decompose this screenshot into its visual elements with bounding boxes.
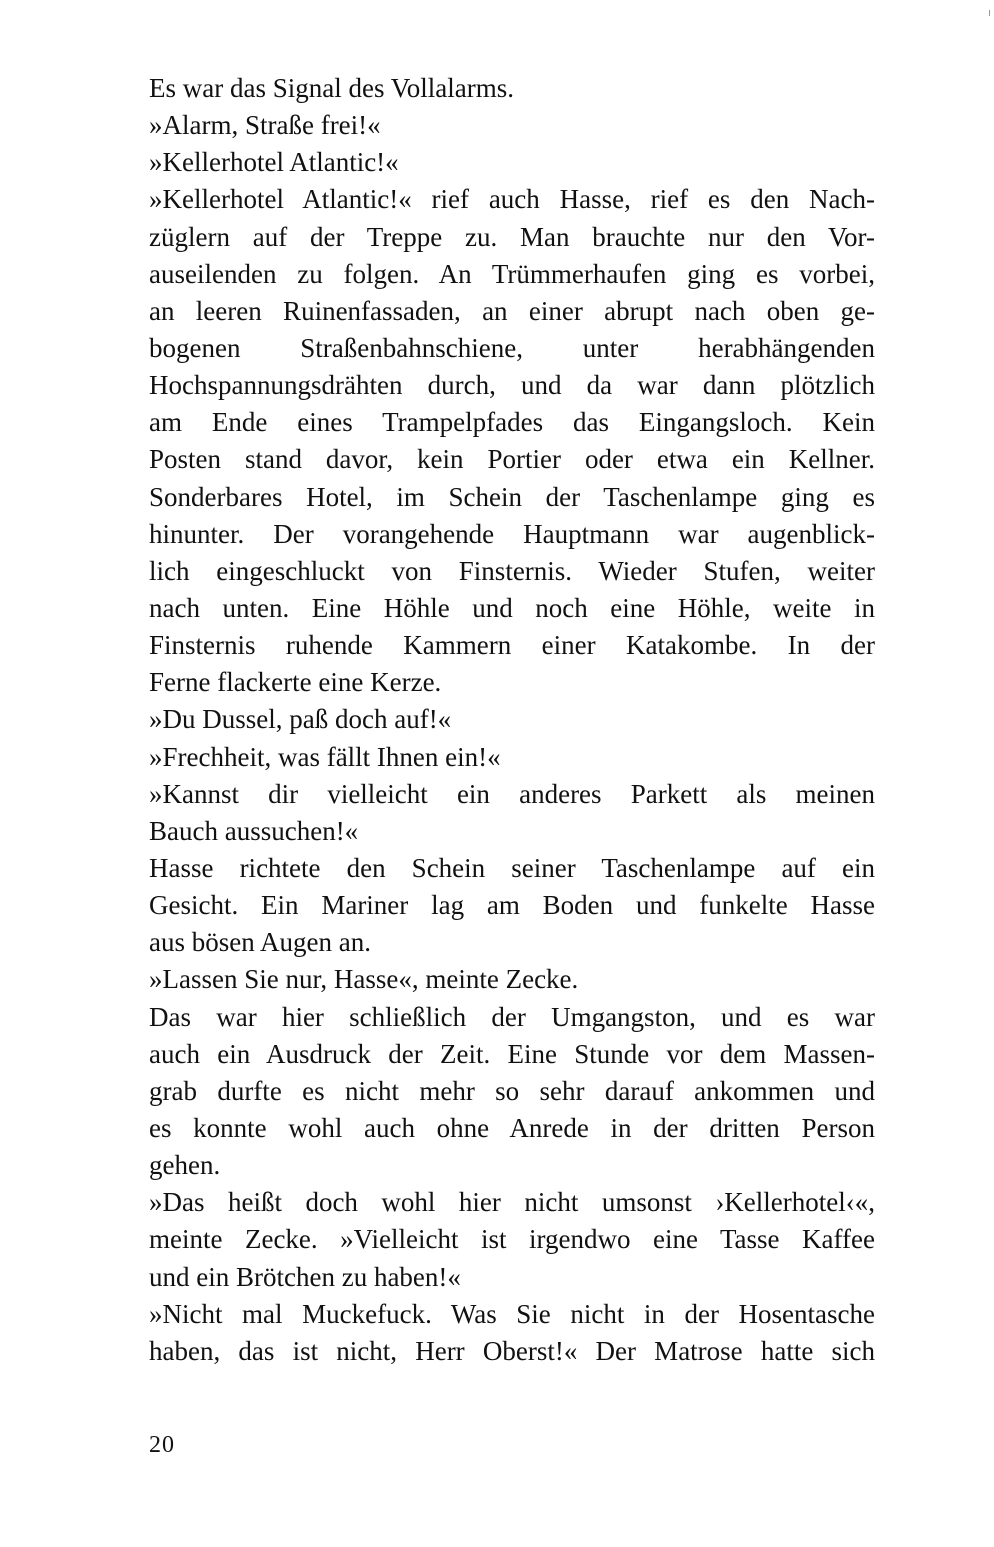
text-line: Es war das Signal des Vollalarms. [149,73,514,103]
text-line: es konnte wohl auch ohne Anrede in der dritten Person [149,1112,875,1143]
text-line: auch ein Ausdruck der Zeit. Eine Stunde vor dem Massen- [149,1038,875,1069]
text-line: Hochspannungsdrähten durch, und da war dann plötzlich [149,370,875,401]
text-line: auseilenden zu folgen. An Trümmerhaufen ging es vorbei, [149,258,875,289]
text-line: »Frechheit, was fällt Ihnen ein!« [149,741,501,772]
text-line: »Kannst dir vielleicht ein anderes Parkett als meinen [149,778,875,809]
text-line: haben, das ist nicht, Herr Oberst!« Der Matrose hatte sich [149,1335,875,1366]
text-line: Hasse richtete den Schein seiner Taschenlampe auf ein [149,852,875,883]
text-line: »Kellerhotel Atlantic!« rief auch Hasse, rief es den Nach- [149,184,875,215]
page-number: 20 [149,1432,175,1458]
text-line: am Ende eines Trampelpfades das Eingangsloch. Kein [149,407,875,438]
text-line: »Alarm, Straße frei!« [149,110,381,141]
text-line: Ferne flackerte eine Kerze. [149,667,442,698]
text-line: hinunter. Der vorangehende Hauptmann war augenblick- [149,518,875,549]
scan-edge-mark [989,10,990,16]
text-line: züglern auf der Treppe zu. Man brauchte nur den Vor- [149,221,875,252]
text-line: und ein Brötchen zu haben!« [149,1261,461,1292]
text-line: Sonderbares Hotel, im Schein der Taschenlampe ging es [149,481,875,512]
text-line: bogenen Straßenbahnschiene, unter herabhängenden [149,332,875,363]
text-line: lich eingeschluckt von Finsternis. Wieder Stufen, weiter [149,555,875,586]
text-line: Posten stand davor, kein Portier oder etwa ein Kellner. [149,444,875,475]
text-line: Gesicht. Ein Mariner lag am Boden und funkelte Hasse [149,890,875,921]
text-line: gehen. [149,1150,221,1181]
body-text [149,70,875,1370]
text-line: aus bösen Augen an. [149,927,371,958]
text-line: Das war hier schließlich der Umgangston, und es war [149,1001,875,1032]
text-line: an leeren Ruinenfassaden, an einer abrupt nach oben ge- [149,295,875,326]
text-line: »Das heißt doch wohl hier nicht umsonst ›Kellerhotel‹«, [149,1187,875,1218]
text-line: Bauch aussuchen!« [149,815,359,846]
text-line: »Kellerhotel Atlantic!« [149,147,399,178]
text-line: »Du Dussel, paß doch auf!« [149,704,452,735]
text-line: »Lassen Sie nur, Hasse«, meinte Zecke. [149,964,579,995]
text-line: meinte Zecke. »Vielleicht ist irgendwo eine Tasse Kaffee [149,1224,875,1255]
text-line: Finsternis ruhende Kammern einer Katakombe. In der [149,630,875,661]
text-line: nach unten. Eine Höhle und noch eine Höhle, weite in [149,592,875,623]
text-line: grab durfte es nicht mehr so sehr darauf ankommen und [149,1075,875,1106]
text-line: »Nicht mal Muckefuck. Was Sie nicht in der Hosentasche [149,1298,875,1329]
